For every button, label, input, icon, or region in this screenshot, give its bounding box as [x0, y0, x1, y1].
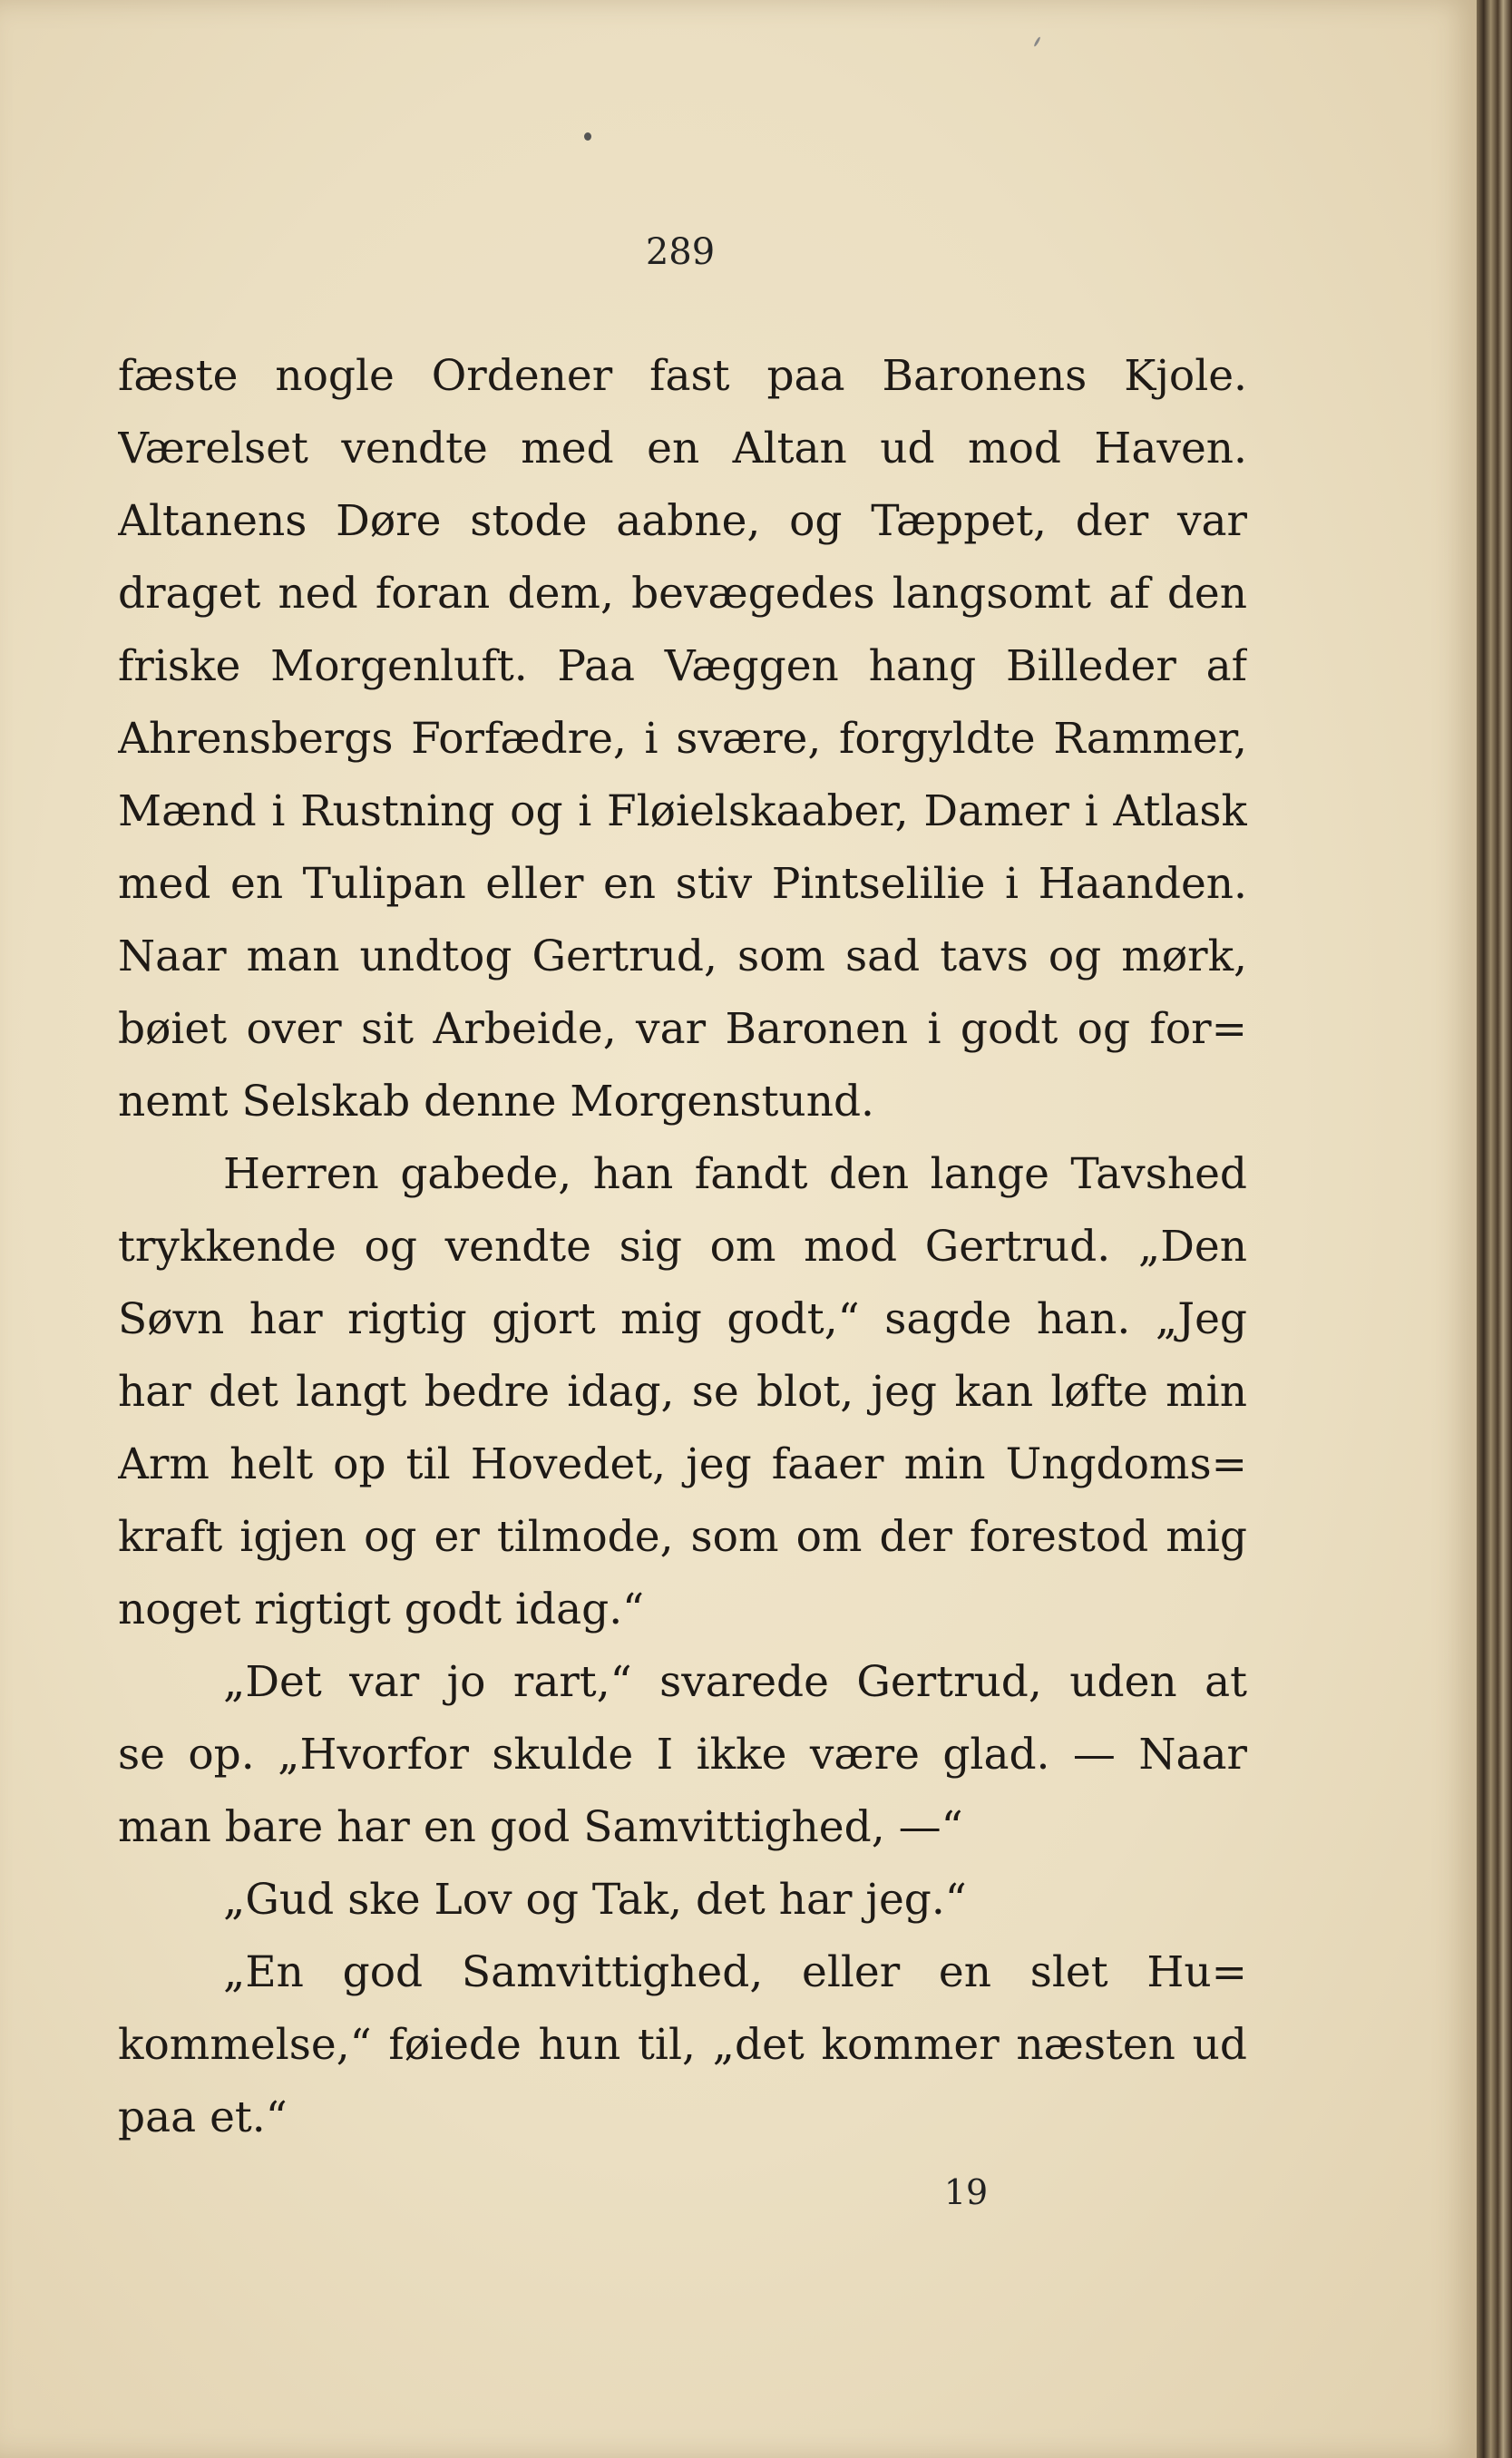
text-line: Altanens Døre stode aabne, og Tæppet, der var — [118, 496, 1247, 546]
text-line: noget rigtigt godt idag.“ — [118, 1585, 645, 1634]
text-line: kraft igjen og er tilmode, som om der forestod mig — [118, 1512, 1247, 1562]
text-line: draget ned foran dem, bevægedes langsomt af den — [118, 569, 1247, 619]
page-edge — [1477, 0, 1512, 2458]
text-line: se op. „Hvorfor skulde I ikke være glad. — Naar — [118, 1730, 1247, 1780]
text-line: friske Morgenluft. Paa Væggen hang Billeder af — [118, 641, 1247, 691]
text-line: bøiet over sit Arbeide, var Baronen i godt og for= — [118, 1004, 1247, 1054]
text-line: Naar man undtog Gertrud, som sad tavs og mørk, — [118, 932, 1247, 981]
text-line: har det langt bedre idag, se blot, jeg kan løfte min — [118, 1367, 1247, 1417]
ink-speck — [1033, 36, 1041, 47]
text-line: Værelset vendte med en Altan ud mod Haven. — [118, 424, 1247, 473]
ink-speck — [584, 132, 591, 141]
body-text — [118, 340, 1247, 2154]
text-line: Søvn har rigtig gjort mig godt,“ sagde han. „Jeg — [118, 1294, 1247, 1344]
text-line: kommelse,“ føiede hun til, „det kommer næsten ud — [118, 2020, 1247, 2070]
text-line: „Det var jo rart,“ svarede Gertrud, uden at — [223, 1657, 1247, 1707]
text-line: fæste nogle Ordener fast paa Baronens Kjole. — [118, 351, 1247, 401]
text-line: Herren gabede, han fandt den lange Tavshed — [223, 1149, 1247, 1199]
text-line: Ahrensbergs Forfædre, i svære, forgyldte Rammer, — [118, 714, 1247, 764]
page-number: 289 — [645, 231, 716, 273]
text-line: med en Tulipan eller en stiv Pintselilie i Haanden. — [118, 859, 1247, 909]
text-line: trykkende og vendte sig om mod Gertrud. „Den — [118, 1222, 1247, 1272]
signature-mark: 19 — [943, 2172, 989, 2212]
text-line: nemt Selskab denne Morgenstund. — [118, 1077, 874, 1127]
text-line: Arm helt op til Hovedet, jeg faaer min Ungdoms= — [118, 1439, 1247, 1489]
text-line: „Gud ske Lov og Tak, det har jeg.“ — [223, 1875, 967, 1925]
text-line: Mænd i Rustning og i Fløielskaaber, Damer i Atlask — [118, 786, 1247, 836]
text-line: paa et.“ — [118, 2092, 288, 2142]
text-line: man bare har en god Samvittighed, —“ — [118, 1802, 963, 1852]
text-line: „En god Samvittighed, eller en slet Hu= — [223, 1947, 1247, 1997]
